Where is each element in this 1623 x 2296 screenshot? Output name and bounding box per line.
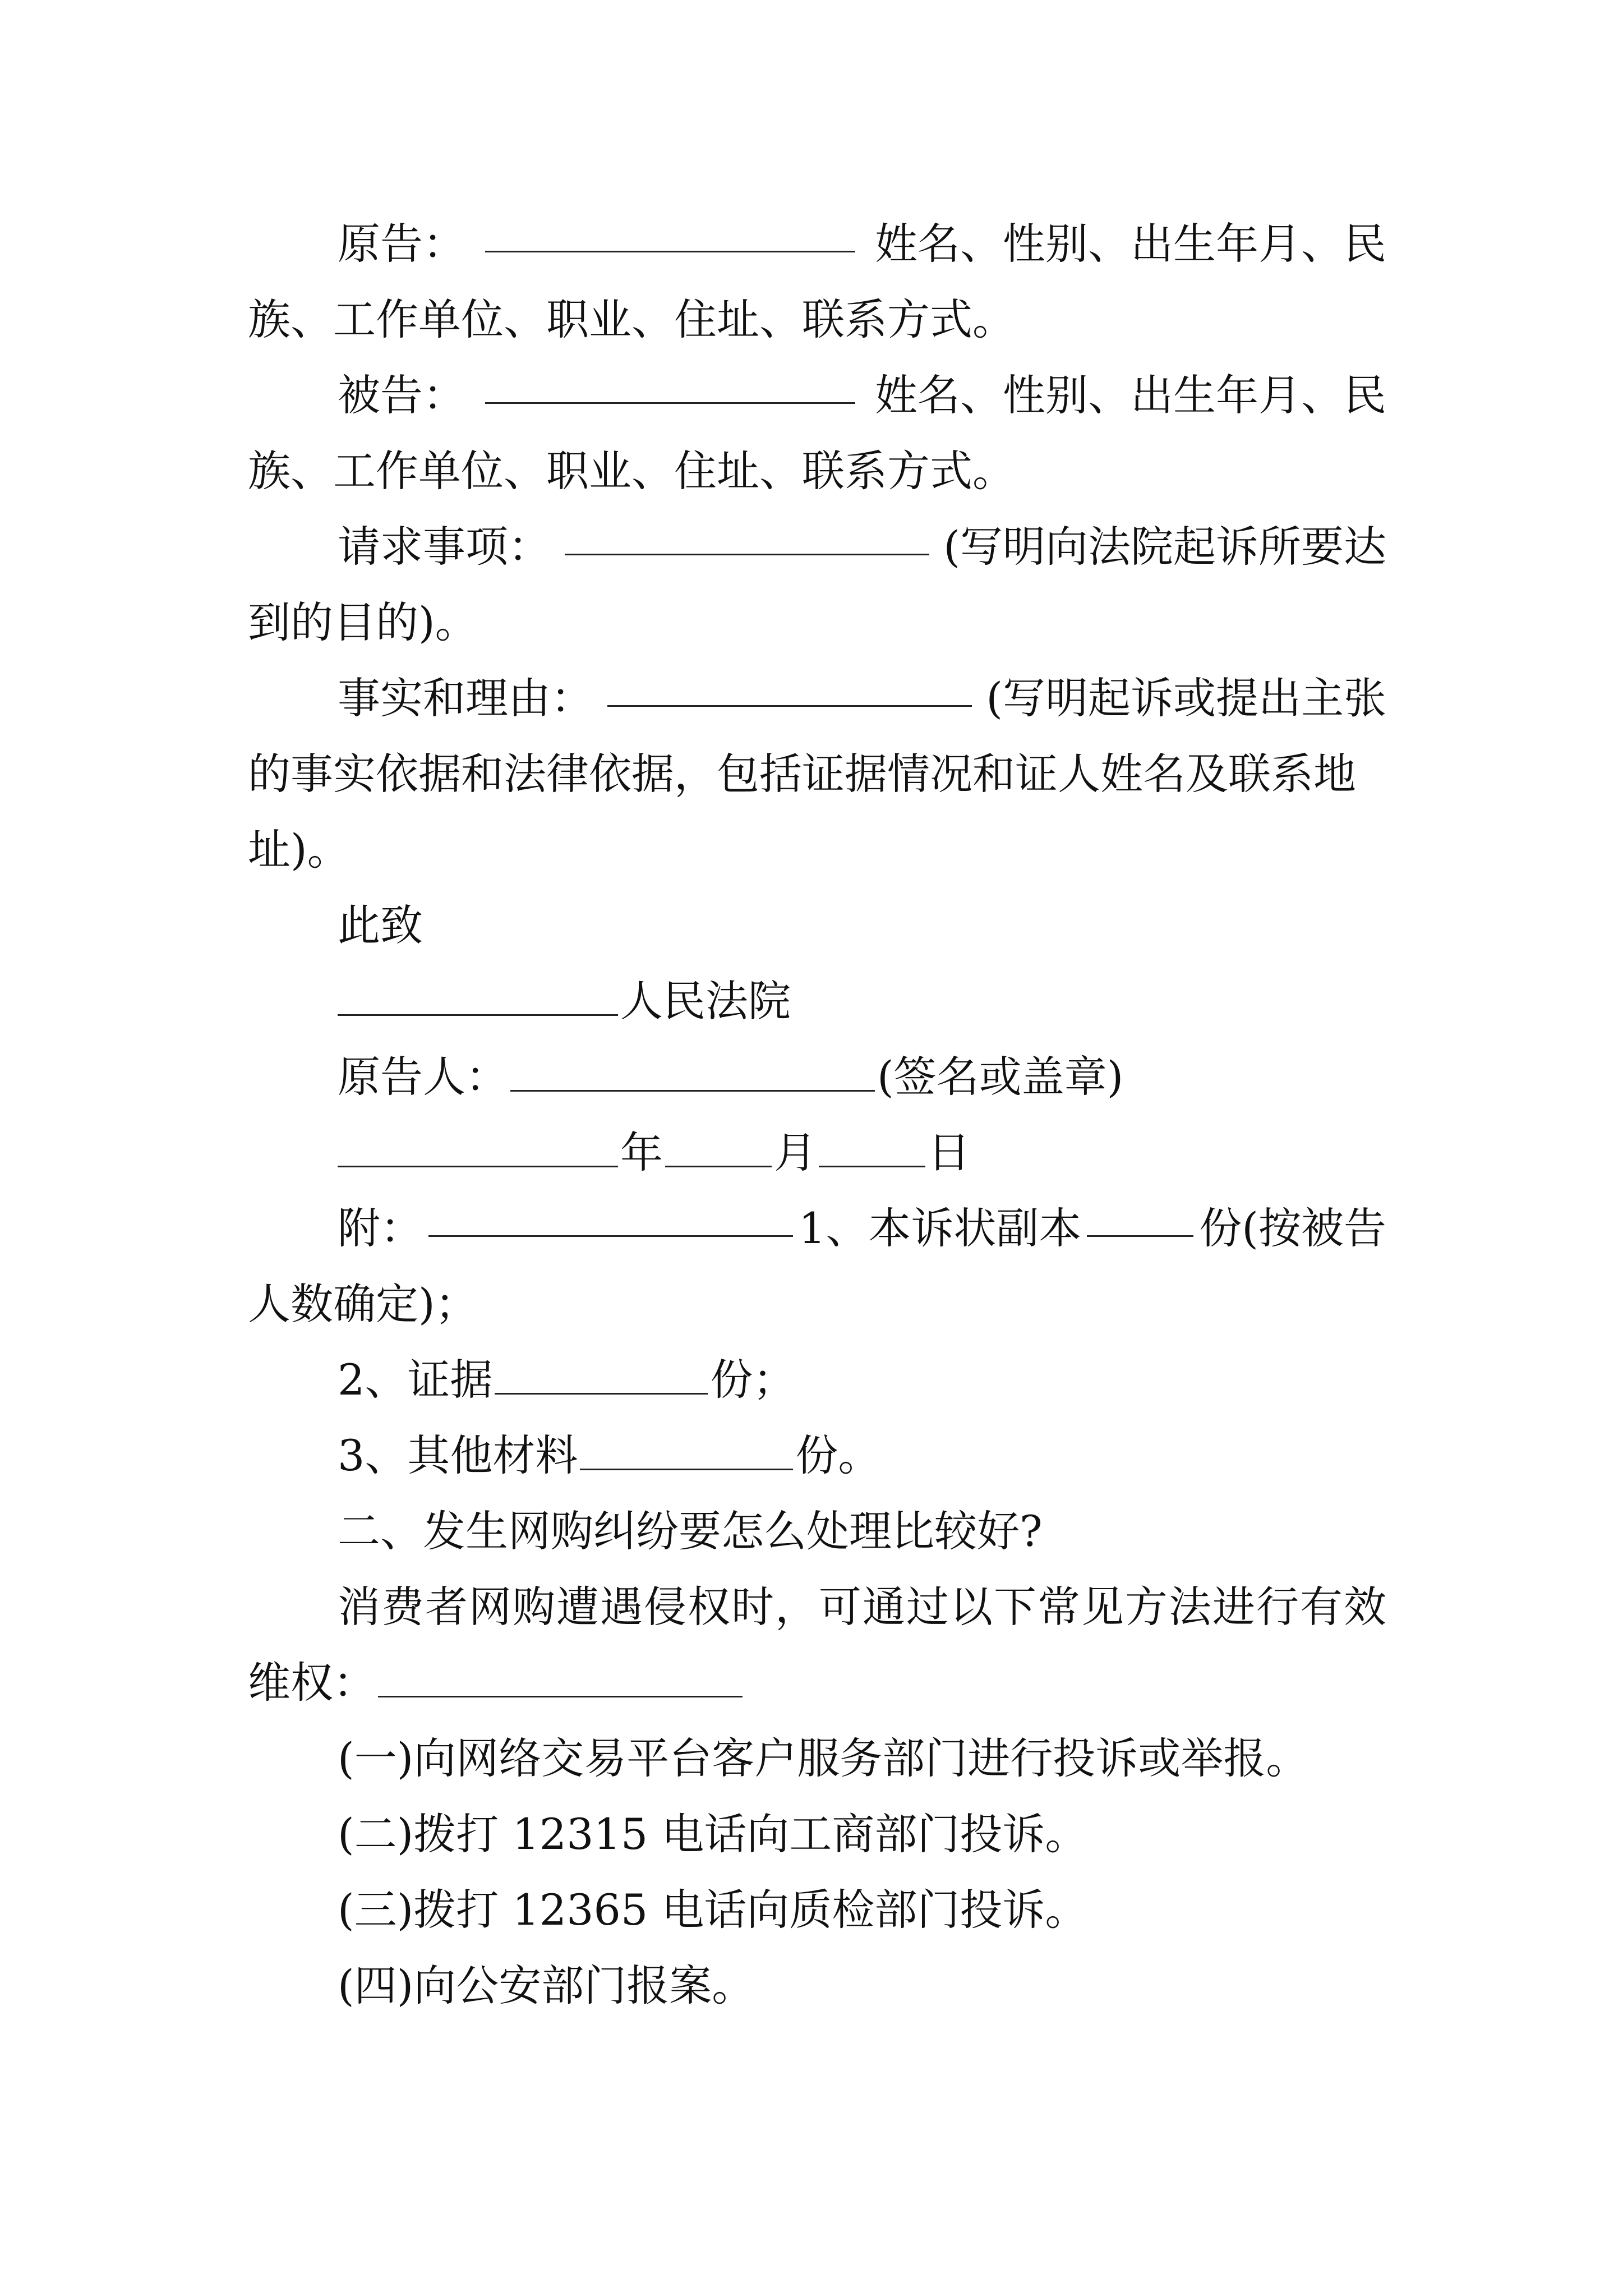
court-label: 人民法院: [620, 976, 791, 1026]
day-blank: [819, 1131, 925, 1167]
intro-line-2: [248, 1655, 745, 1711]
attachment-item-3: [338, 1428, 880, 1484]
claims-hint: (写明向法院起诉所要达: [943, 522, 1386, 572]
copies-blank: [1087, 1200, 1193, 1237]
plaintiff-blank: [485, 216, 855, 252]
attachment-item-2-tail: 份；: [710, 1355, 796, 1405]
evidence-blank: [495, 1358, 708, 1395]
defendant-fields-continued: 族、工作单位、职业、住址、联系方式。: [248, 446, 1015, 496]
method-item-3: (三)拨打 12365 电话向质检部门投诉。: [338, 1885, 1088, 1935]
year-label: 年: [620, 1128, 663, 1177]
facts-blank: [607, 670, 972, 707]
signer-label: 原告人：: [338, 1052, 508, 1102]
court-blank: [338, 979, 618, 1016]
attachments-line: [338, 1200, 1386, 1257]
plaintiff-fields-continued: 族、工作单位、职业、住址、联系方式。: [248, 295, 1015, 344]
method-item-4: (四)向公安部门报案。: [338, 1961, 755, 2010]
facts-hint-end: 址)。: [248, 825, 350, 875]
attachment-item-1: 1、本诉状副本: [798, 1203, 1082, 1253]
month-blank: [665, 1131, 772, 1167]
date-line: [338, 1125, 970, 1181]
intro-label: 维权：: [248, 1658, 376, 1708]
defendant-label: 被告：: [338, 370, 465, 420]
claims-blank: [565, 519, 929, 555]
signer-blank: [510, 1055, 875, 1092]
intro-paragraph: 消费者网购遭遇侵权时，可通过以下常见方法进行有效: [338, 1582, 1387, 1632]
plaintiff-fields: 姓名、性别、出生年月、民: [875, 219, 1386, 269]
attachment-item-3-tail: 份。: [795, 1430, 881, 1480]
signer-hint: (签名或盖章): [877, 1052, 1124, 1102]
attachment-item-1-tail: 份(按被告: [1199, 1203, 1386, 1253]
attachments-label: 附：: [338, 1203, 423, 1253]
attachment-item-2: [338, 1352, 795, 1408]
facts-label: 事实和理由：: [338, 673, 593, 723]
month-label: 月: [774, 1128, 817, 1177]
plaintiff-line: [338, 216, 1386, 272]
section-heading: 二、发生网购纠纷要怎么处理比较好?: [338, 1506, 1043, 1556]
method-item-1: (一)向网络交易平台客户服务部门进行投诉或举报。: [338, 1733, 1309, 1783]
claims-line: [338, 519, 1386, 575]
facts-line: [338, 670, 1386, 726]
defendant-blank: [485, 367, 855, 404]
attachment-item-2-label: 2、证据: [338, 1355, 493, 1405]
attachments-blank: [428, 1200, 793, 1237]
defendant-fields: 姓名、性别、出生年月、民: [875, 370, 1386, 420]
attachment-item-1-continued: 人数确定)；: [248, 1279, 478, 1329]
facts-hint-continued: 的事实依据和法律依据，包括证据情况和证人姓名及联系地: [248, 749, 1356, 799]
salutation: 此致: [338, 900, 423, 950]
signer-line: [338, 1049, 1123, 1105]
attachment-item-3-label: 3、其他材料: [338, 1430, 578, 1480]
day-label: 日: [928, 1128, 970, 1177]
facts-hint: (写明起诉或提出主张: [986, 673, 1386, 723]
plaintiff-label: 原告：: [338, 219, 465, 269]
year-blank: [338, 1131, 618, 1167]
claims-hint-continued: 到的目的)。: [248, 597, 478, 647]
claims-label: 请求事项：: [338, 522, 551, 572]
intro-blank: [378, 1661, 743, 1697]
document-page: [248, 0, 1386, 2296]
defendant-line: [338, 367, 1386, 424]
court-line: [338, 973, 791, 1029]
other-materials-blank: [580, 1434, 793, 1470]
method-item-2: (二)拨打 12315 电话向工商部门投诉。: [338, 1809, 1088, 1859]
